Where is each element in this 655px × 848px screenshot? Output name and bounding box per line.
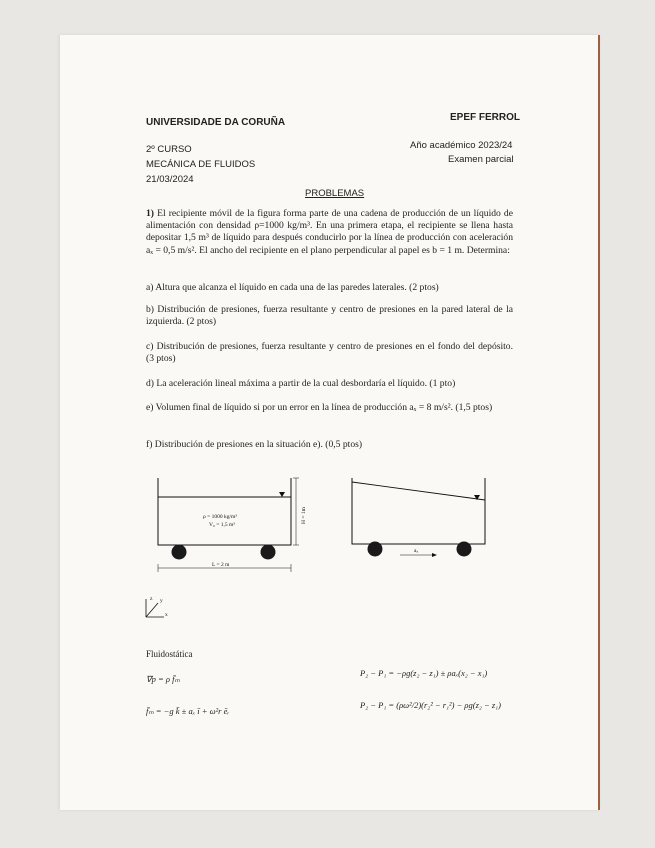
wheel-icon xyxy=(172,545,187,560)
section-title: PROBLEMAS xyxy=(305,188,365,199)
formulas-heading: Fluidostática xyxy=(146,649,193,659)
wheel-icon xyxy=(368,542,383,557)
formula-linear-accel: P₂ − P₁ = −ρg(z₂ − z₁) ± ρaₓ(x₂ − x₁) xyxy=(360,668,488,678)
acceleration-label: aₓ xyxy=(414,548,419,554)
wheel-icon xyxy=(261,545,276,560)
axis-z-label: z xyxy=(150,596,153,602)
axis-x-label: x xyxy=(165,612,168,618)
question-a: a) Altura que alcanza el líquido en cada una de las paredes laterales. (2 ptos) xyxy=(146,282,439,293)
exam-type: Examen parcial xyxy=(448,154,514,165)
school-name: EPEF FERROL xyxy=(450,112,521,123)
question-c: c) Distribución de presiones, fuerza resultante y centro de presiones en el fondo del depósito. (3 ptos) xyxy=(146,341,513,365)
academic-year: Año académico 2023/24 xyxy=(410,140,513,151)
axis-y-label: y xyxy=(160,598,163,604)
volume-label: V₀ = 1,5 m³ xyxy=(209,522,235,528)
question-e: e) Volumen final de líquido si por un error en la línea de producción aₓ = 8 m/s². (1,5 ptos) xyxy=(146,402,493,413)
tank-walls-left-diagram xyxy=(158,478,291,545)
formula-rotation: P₂ − P₁ = (ρω²/2)(r₂² − r₁²) − ρg(z₂ − z₁) xyxy=(360,700,501,710)
surface-marker-icon xyxy=(279,492,285,497)
subject-label: MECÁNICA DE FLUIDOS xyxy=(146,159,256,170)
problem-text: El recipiente móvil de la figura forma parte de una cadena de producción de un líquido de alimentación con densidad ρ=1000 kg/m³. En una primera etapa, el recipiente se llena hasta depositar 1,5 m³ de líquido para después conducirlo por la línea de producción con aceleración aₓ = 0,5 m/s². El ancho del recipiente en el plano perpendicular al papel es b = 1 m. Determina: xyxy=(146,208,513,256)
length-label: L = 2 m xyxy=(212,562,230,568)
formula-gradient: ∇p = ρ f̄ₘ xyxy=(146,674,180,684)
tank-walls-right-diagram xyxy=(352,478,485,544)
density-label: ρ = 1000 kg/m³ xyxy=(203,514,237,520)
inclined-free-surface xyxy=(352,482,485,500)
arrow-head-icon xyxy=(432,553,437,557)
question-d: d) La aceleración lineal máxima a partir de la cual desbordaría el líquido. (1 pto) xyxy=(146,378,456,389)
question-b: b) Distribución de presiones, fuerza resultante y centro de presiones en la pared lateral de la izquierda. (2 ptos) xyxy=(146,304,513,328)
height-label: H = 1m xyxy=(301,507,307,524)
question-f: f) Distribución de presiones en la situación e). (0,5 ptos) xyxy=(146,439,363,450)
formula-mass-force: f̄ₘ = −g k̄ ± aₓ ī + ω²r ēᵣ xyxy=(146,706,230,716)
university-name: UNIVERSIDADE DA CORUÑA xyxy=(146,117,286,128)
exam-date: 21/03/2024 xyxy=(146,174,194,185)
course-label: 2º CURSO xyxy=(146,144,192,155)
problem-number: 1) xyxy=(146,208,154,219)
wheel-icon xyxy=(457,542,472,557)
